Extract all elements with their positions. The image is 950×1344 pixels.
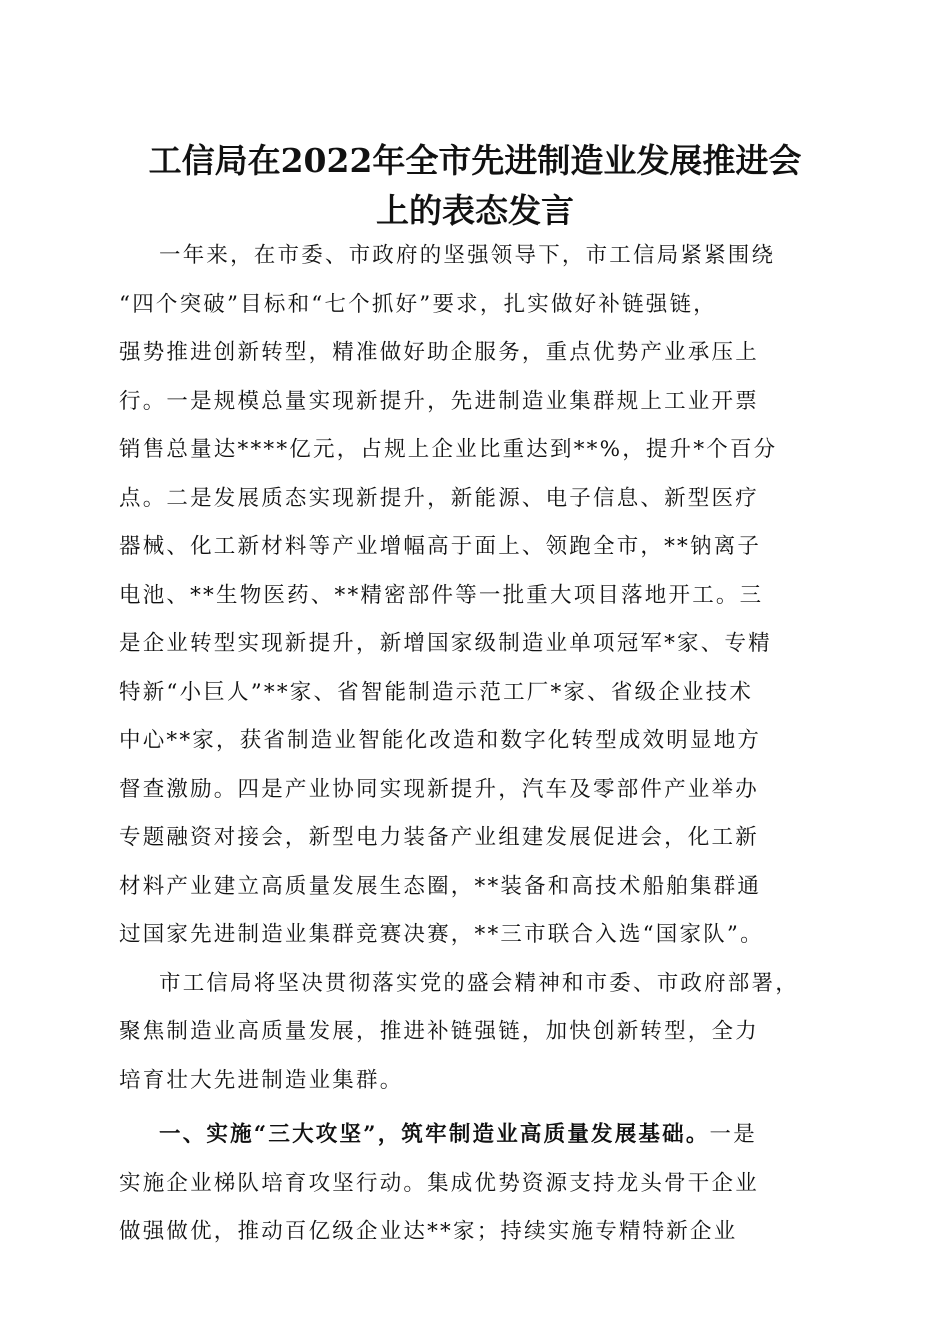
text-line: 过国家先进制造业集群竞赛决赛，**三市联合入选“国家队”。 — [119, 922, 764, 947]
paragraph-2 — [119, 960, 831, 1106]
document-body — [119, 232, 831, 1257]
text-line: 器械、化工新材料等产业增幅高于面上、领跑全市，**钠离子 — [119, 534, 762, 559]
title-line-2: 上的表态发言 — [376, 191, 574, 230]
text-line: 强势推进创新转型，精准做好助企服务，重点优势产业承压上 — [119, 340, 759, 365]
text-line: 中心**家，获省制造业智能化改造和数字化转型成效明显地方 — [119, 728, 762, 753]
text-line: 销售总量达****亿元，占规上企业比重达到**%，提升*个百分 — [119, 437, 778, 462]
text-line: 一年来，在市委、市政府的坚强领导下，市工信局紧紧围绕 — [159, 243, 776, 268]
text-line: 实施企业梯队培育攻坚行动。集成优势资源支持龙头骨干企业 — [119, 1170, 759, 1196]
text-line: “四个突破”目标和“七个抓好”要求，扎实做好补链强链， — [119, 291, 717, 317]
text-line: 聚焦制造业高质量发展，推进补链强链，加快创新转型，全力 — [119, 1019, 759, 1044]
text-line: 培育壮大先进制造业集群。 — [119, 1067, 404, 1093]
text-line: 做强做优，推动百亿级企业达**家；持续实施专精特新企业 — [119, 1219, 738, 1244]
title-line-1: 工信局在2022年全市先进制造业发展推进会 — [148, 141, 802, 180]
section-1 — [119, 1111, 831, 1257]
text-line: 专题融资对接会，新型电力装备产业组建发展促进会，化工新 — [119, 825, 759, 850]
text-line: 材料产业建立高质量发展生态圈，**装备和高技术船舶集群通 — [119, 873, 762, 899]
document-title — [100, 136, 850, 236]
text-line: 行。一是规模总量实现新提升，先进制造业集群规上工业开票 — [119, 388, 759, 414]
text-line: 市工信局将坚决贯彻落实党的盛会精神和市委、市政府部署， — [159, 970, 799, 996]
section-1-first-rest: 一是 — [709, 1122, 757, 1147]
section-1-first-line — [119, 1111, 831, 1160]
text-line: 电池、**生物医药、**精密部件等一批重大项目落地开工。三 — [119, 582, 764, 608]
text-line: 特新“小巨人”**家、省智能制造示范工厂*家、省级企业技术 — [119, 679, 754, 705]
text-line: 点。二是发展质态实现新提升，新能源、电子信息、新型医疗 — [119, 485, 759, 511]
section-1-heading: 一、实施“三大攻坚”，筑牢制造业高质量发展基础。 — [159, 1122, 710, 1147]
paragraph-1 — [119, 232, 831, 960]
text-line: 督查激励。四是产业协同实现新提升，汽车及零部件产业举办 — [119, 776, 759, 802]
text-line: 是企业转型实现新提升，新增国家级制造业单项冠军*家、专精 — [119, 631, 772, 656]
